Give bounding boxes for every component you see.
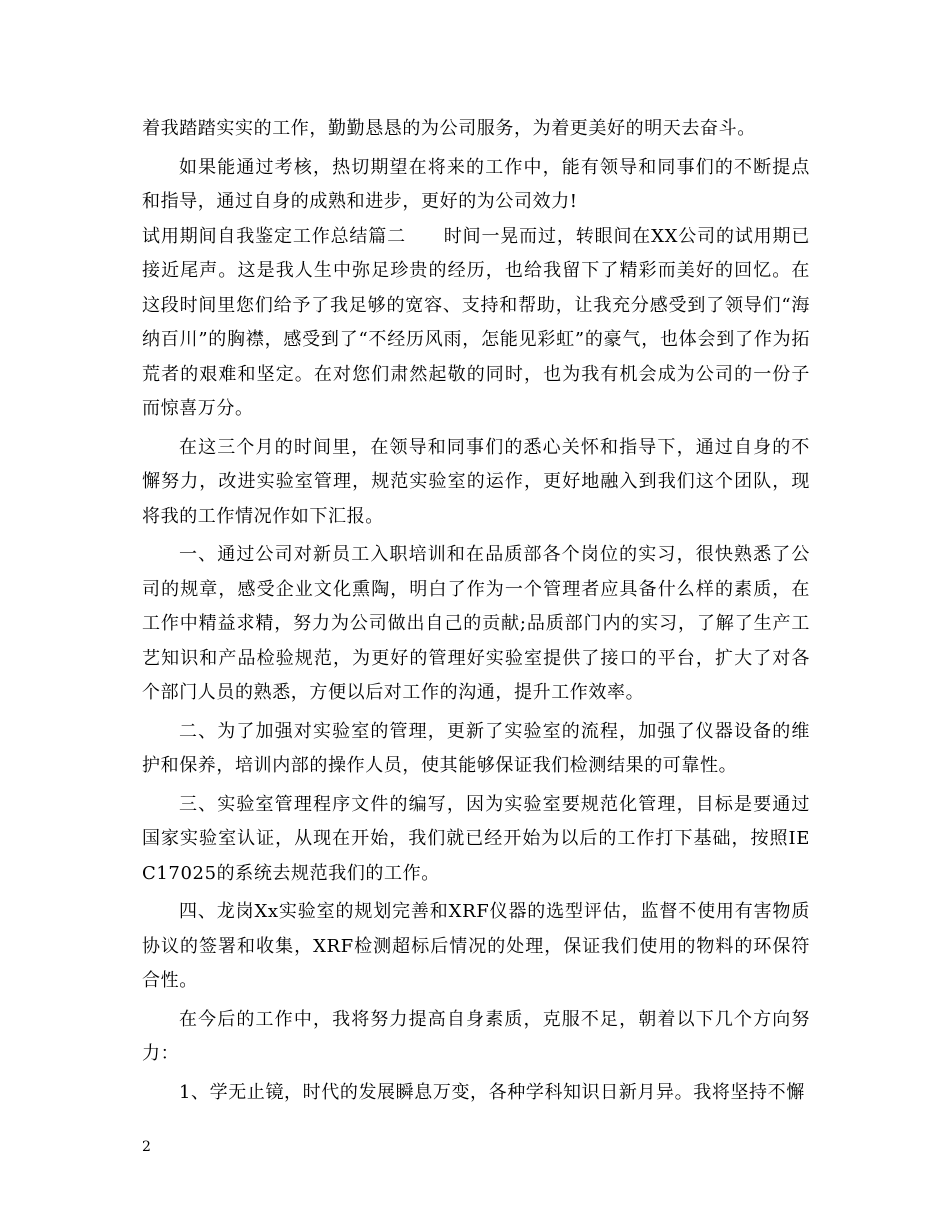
- paragraph-3-section-heading: 试用期间自我鉴定工作总结篇二 时间一晃而过，转眼间在XX公司的试用期已接近尾声。这是我人生中弥足珍贵的经历，也给我留下了精彩而美好的回忆。在这段时间里您们给予了我足够的宽容、支持和帮助，让我充分感受到了领导们“海纳百川”的胸襟，感受到了“不经历风雨，怎能见彩虹”的豪气，也体会到了作为拓荒者的艰难和坚定。在对您们肃然起敬的同时，也为我有机会成为公司的一份子而惊喜万分。: [142, 225, 810, 419]
- page-number: 2: [142, 1139, 151, 1155]
- paragraph-8: 四、龙岗Xx实验室的规划完善和XRF仪器的选型评估，监督不使用有害物质协议的签署和收集，XRF检测超标后情况的处理，保证我们使用的物料的环保符合性。: [142, 901, 810, 991]
- paragraph-10: 1、学无止镜，时代的发展瞬息万变，各种学科知识日新月异。我将坚持不懈: [179, 1081, 805, 1103]
- document-body: [142, 112, 810, 1110]
- paragraph-5: 一、通过公司对新员工入职培训和在品质部各个岗位的实习，很快熟悉了公司的规章，感受企业文化熏陶，明白了作为一个管理者应具备什么样的素质，在工作中精益求精，努力为公司做出自己的贡献;品质部门内的实习，了解了生产工艺知识和产品检验规范，为更好的管理好实验室提供了接口的平台，扩大了对各个部门人员的熟悉，方便以后对工作的沟通，提升工作效率。: [142, 544, 810, 703]
- paragraph-7: 三、实验室管理程序文件的编写，因为实验室要规范化管理，目标是要通过国家实验室认证，从现在开始，我们就已经开始为以后的工作打下基础，按照IEC17025的系统去规范我们的工作。: [142, 793, 810, 884]
- paragraph-4: 在这三个月的时间里，在领导和同事们的悉心关怀和指导下，通过自身的不懈努力，改进实验室管理，规范实验室的运作，更好地融入到我们这个团队，现将我的工作情况作如下汇报。: [142, 436, 810, 527]
- paragraph-1: 着我踏踏实实的工作，勤勤恳恳的为公司服务，为着更美好的明天去奋斗。: [142, 118, 756, 139]
- paragraph-2: 如果能通过考核，热切期望在将来的工作中，能有领导和同事们的不断提点和指导，通过自身的成熟和进步，更好的为公司效力!: [142, 156, 810, 212]
- paragraph-6: 二、为了加强对实验室的管理，更新了实验室的流程，加强了仪器设备的维护和保养，培训内部的操作人员，使其能够保证我们检测结果的可靠性。: [142, 720, 810, 776]
- paragraph-9: 在今后的工作中，我将努力提高自身素质，克服不足，朝着以下几个方向努力：: [142, 1008, 810, 1064]
